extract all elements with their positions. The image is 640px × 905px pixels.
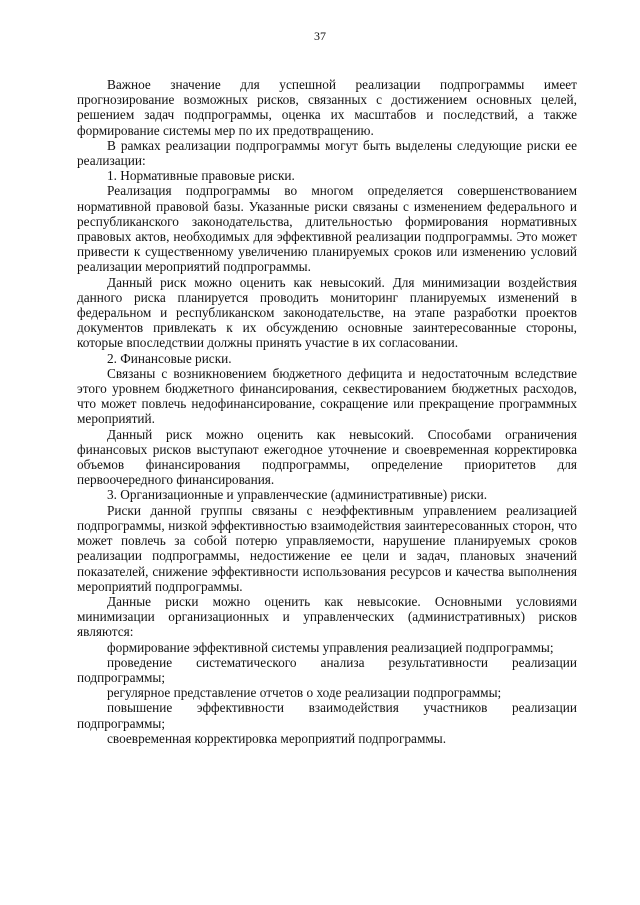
list-item-interaction-efficiency: повышение эффективности взаимодействия участников реализации подпрограммы;: [77, 700, 577, 731]
list-item-timely-adjustment: своевременная корректировка мероприятий подпрограммы.: [107, 730, 447, 746]
paragraph-financial-risks-description: Связаны с возникновением бюджетного дефицита и недостаточным вследствие этого уровнем бюджетного финансирования, секвестированием бюджетных расходов, что может повлечь недофинансирование, сокращение или прекращение программных мероприятий.: [77, 365, 577, 427]
heading-legal-risks: 1. Нормативные правовые риски.: [107, 168, 295, 184]
paragraph-risks-lead: В рамках реализации подпрограммы могут быть выделены следующие риски ее реализации:: [77, 137, 577, 169]
heading-financial-risks: 2. Финансовые риски.: [107, 350, 232, 366]
document-body: [77, 77, 577, 746]
list-item-regular-reports: регулярное представление отчетов о ходе реализации подпрограммы;: [107, 685, 502, 701]
heading-organizational-risks: 3. Организационные и управленческие (административные) риски.: [107, 487, 488, 503]
list-item-systematic-analysis: проведение систематического анализа результативности реализации подпрограммы;: [77, 654, 577, 685]
paragraph-legal-risks-assessment: Данный риск можно оценить как невысокий. Для минимизации воздействия данного риска планируется проводить мониторинг планируемых изменений в федеральном и республиканском законодательстве, на этапе разработки проектов документов привлекать к их обсуждению основные заинтересованные стороны, которые впоследствии должны принять участие в их согласовании.: [77, 274, 577, 351]
list-item-management-system: формирование эффективной системы управления реализацией подпрограммы;: [107, 639, 554, 655]
paragraph-legal-risks-description: Реализация подпрограммы во многом определяется совершенствованием нормативной правовой базы. Указанные риски связаны с изменением федерального и республиканского законодательства, длительностью формирования нормативных правовых актов, необходимых для эффективной реализации подпрограммы. Это может привести к существенному увеличению планируемых сроков или изменению условий реализации мероприятий подпрограммы.: [77, 183, 577, 275]
page-number: 37: [314, 29, 326, 43]
paragraph-financial-risks-assessment: Данный риск можно оценить как невысокий. Способами ограничения финансовых рисков выступают ежегодное уточнение и своевременная корректировка объемов финансирования подпрограммы, определение приоритетов для первоочередного финансирования.: [77, 426, 577, 488]
paragraph-intro: Важное значение для успешной реализации подпрограммы имеет прогнозирование возможных рисков, связанных с достижением основных целей, решением задач подпрограммы, оценка их масштабов и последствий, а также формирование системы мер по их предотвращению.: [77, 77, 577, 138]
paragraph-organizational-risks-assessment: Данные риски можно оценить как невысокие. Основными условиями минимизации организационных и управленческих (административных) рисков являются:: [77, 593, 577, 640]
paragraph-organizational-risks-description: Риски данной группы связаны с неэффективным управлением реализацией подпрограммы, низкой эффективностью взаимодействия заинтересованных сторон, что может повлечь за собой потерю управляемости, нарушение планируемых сроков реализации подпрограммы, недостижение ее цели и задач, плановых значений показателей, снижение эффективности использования ресурсов и качества выполнения мероприятий подпрограммы.: [77, 502, 577, 594]
